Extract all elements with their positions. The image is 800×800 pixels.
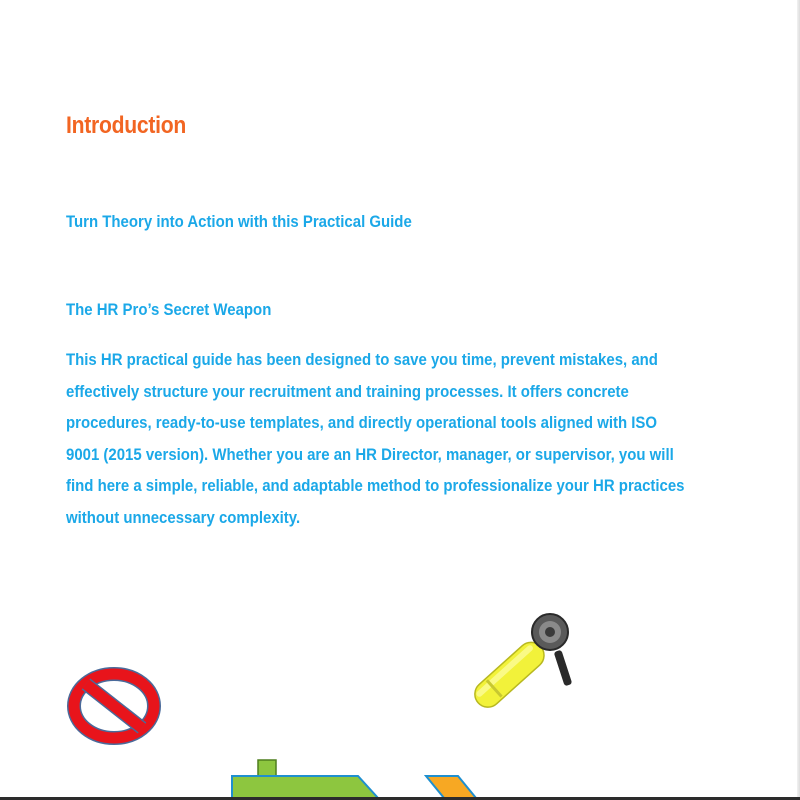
body-line: procedures, ready-to-use templates, and directly operational tools aligned with ISO	[66, 413, 658, 432]
green-shape	[228, 758, 398, 800]
subtitle: Turn Theory into Action with this Practical Guide	[66, 212, 412, 231]
prohibition-icon	[66, 666, 164, 746]
angle-grinder-icon	[466, 610, 584, 710]
body-line: 9001 (2015 version). Whether you are an HR Director, manager, or supervisor, you will	[66, 444, 674, 464]
yellow-shape	[424, 772, 484, 800]
body-line: This HR practical guide has been designed to save you time, prevent mistakes, and	[66, 350, 658, 369]
body-line: effectively structure your recruitment and training processes. It offers concrete	[66, 381, 629, 401]
page-title: Introduction	[66, 112, 187, 139]
body-line: find here a simple, reliable, and adaptable method to professionalize your HR practices	[66, 476, 685, 495]
section-heading: The HR Pro’s Secret Weapon	[66, 300, 272, 319]
body-line: without unnecessary complexity.	[66, 507, 301, 527]
body-paragraph	[66, 344, 717, 533]
